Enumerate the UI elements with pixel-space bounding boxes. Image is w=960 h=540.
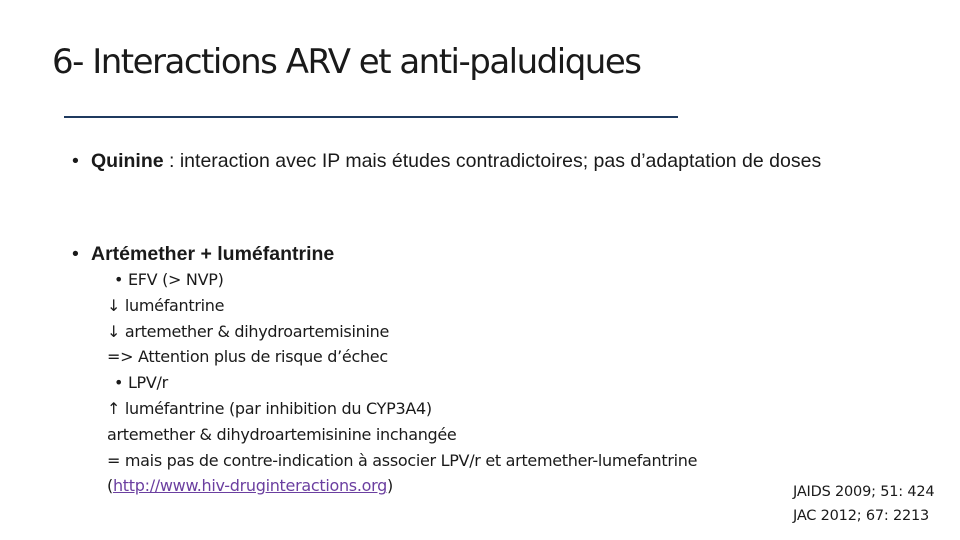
sub-item-link xyxy=(107,473,807,499)
bullet-dot: • xyxy=(114,270,124,289)
sub-item-lpv xyxy=(107,370,807,396)
bullet-quinine xyxy=(72,148,872,174)
sub-item-lumefantrine-up xyxy=(107,396,807,422)
sub-item-artemether-down xyxy=(107,319,807,345)
slide-title: 6- Interactions ARV et anti-paludiques xyxy=(52,42,641,82)
references xyxy=(793,480,934,528)
bullet-quinine-text xyxy=(91,148,872,174)
hiv-druginteractions-link[interactable]: http://www.hiv-druginteractions.org xyxy=(112,476,387,496)
sub-item-text: artemether & dihydroartemisinine xyxy=(124,321,389,341)
sub-list xyxy=(107,267,807,499)
sub-item-no-contraindication: = mais pas de contre-indication à associer LPV/r et artemether-lumefantrine xyxy=(107,450,698,470)
sub-item-attention: => Attention plus de risque d’échec xyxy=(107,347,388,367)
link-paren-open: ( xyxy=(107,476,113,496)
sub-item-text: luméfantrine xyxy=(124,295,225,315)
arrow-up-icon: ↑ xyxy=(107,398,121,418)
arrow-down-icon: ↓ xyxy=(107,295,121,315)
sub-item-artemether-unchanged: artemether & dihydroartemisinine inchangée xyxy=(107,424,457,444)
reference-jac: JAC 2012; 67: 2213 xyxy=(793,508,930,524)
sub-item-text: luméfantrine (par inhibition du CYP3A4) xyxy=(124,398,432,418)
link-paren-close: ) xyxy=(386,476,393,496)
bullet-dot: • xyxy=(114,373,124,393)
bullet-quinine-body: : interaction avec IP mais études contradictoires; pas d’adaptation de doses xyxy=(163,150,822,172)
sub-item-efv xyxy=(107,267,807,293)
sub-item-text: LPV/r xyxy=(127,373,168,393)
title-underline xyxy=(64,116,678,118)
reference-jaids: JAIDS 2009; 51: 424 xyxy=(793,484,935,500)
bullet-artemether xyxy=(72,241,872,267)
bullet-artemether-heading: Artémether + luméfantrine xyxy=(91,243,335,265)
arrow-down-icon: ↓ xyxy=(107,321,121,341)
sub-item-lumefantrine-down xyxy=(107,293,807,319)
bullet-dot: • xyxy=(72,150,79,172)
bullet-dot: • xyxy=(72,243,79,265)
sub-item-text: EFV (> NVP) xyxy=(127,270,224,289)
bullet-quinine-heading: Quinine xyxy=(91,150,164,172)
